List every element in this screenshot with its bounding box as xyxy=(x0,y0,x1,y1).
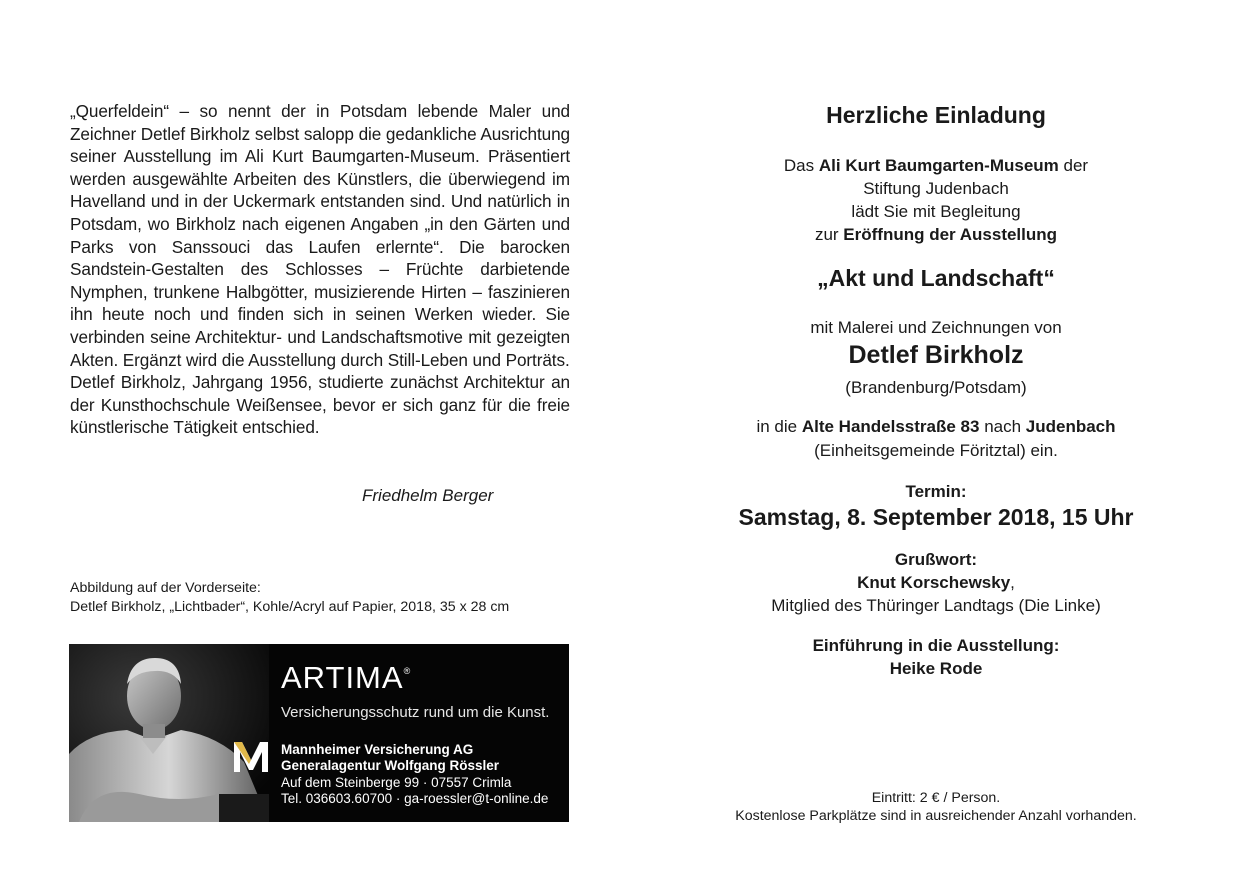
portrait-photo xyxy=(69,644,269,822)
agency-address: Auf dem Steinberge 99 · 07557 Crimla xyxy=(281,774,512,790)
opening-text: Eröffnung der Ausstellung xyxy=(843,225,1058,244)
brand-name: ARTIMA xyxy=(281,660,404,695)
venue-prefix: in die xyxy=(756,417,802,436)
essay-text xyxy=(70,100,570,439)
agency-contact-line: Tel. 036603.60700 · ga-roessler@t-online.de xyxy=(281,791,549,807)
intro-talk-name: Heike Rode xyxy=(889,659,983,678)
works-line: mit Malerei und Zeichnungen von xyxy=(810,318,1062,337)
venue-street: Alte Handelsstraße 83 xyxy=(801,417,980,436)
essay-author: Friedhelm Berger xyxy=(362,486,494,505)
venue-mid: nach xyxy=(979,417,1026,436)
opening-prefix: zur xyxy=(814,225,844,244)
caption-label: Abbildung auf der Vorderseite: xyxy=(70,580,261,596)
mannheimer-logo-icon xyxy=(232,740,270,774)
artist-name: Detlef Birkholz xyxy=(848,341,1024,369)
agency-contact xyxy=(281,742,548,808)
greeting-name: Knut Korschewsky xyxy=(857,573,1011,592)
company-name: Mannheimer Versicherung AG xyxy=(281,742,474,757)
invite-line: lädt Sie mit Begleitung xyxy=(851,202,1021,221)
venue-town: Judenbach xyxy=(1025,417,1116,436)
venue-line xyxy=(620,415,1252,438)
registered-mark: ® xyxy=(403,666,412,676)
parking-note: Kostenlose Parkplätze sind in ausreichender Anzahl vorhanden. xyxy=(735,808,1137,824)
cover-caption xyxy=(70,579,509,617)
ad-tagline: Versicherungsschutz rund um die Kunst. xyxy=(281,704,550,721)
greeting-role: Mitglied des Thüringer Landtags (Die Linke) xyxy=(771,596,1101,615)
host-line xyxy=(620,154,1252,177)
host-prefix: Das xyxy=(783,156,819,175)
essay-paragraph-2: Detlef Birkholz, Jahrgang 1956, studierte zunächst Architektur an der Kunsthochschule Weißensee, bevor er sich ganz für die freie künstlerische Tätigkeit entschied. xyxy=(70,372,570,438)
artima-logo xyxy=(281,660,411,696)
intro-talk-label: Einführung in die Ausstellung: xyxy=(812,636,1060,655)
essay-paragraph-1: „Querfeldein“ – so nennt der in Potsdam lebende Maler und Zeichner Detlef Birkholz selbst salopp die gedankliche Ausrichtung seiner Ausstellung im Ali Kurt Baumgarten-Museum. Präsentiert werden ausgewählte Arbeiten des Künstlers, die überwiegend im Havelland und in der Uckermark entstanden sind. Und natürlich in Potsdam, wo Birkholz nach eigenen Angaben „in den Gärten und Parks von Sanssouci das Laufen erlernte“. Die barocken Sandstein-Gestalten des Schlosses – Früchte darbietende Nymphen, trunkene Halbgötter, musizierende Hirten – faszinieren ihn heute noch und finden sich in seinen Werken wieder. Sie verbinden seine Architektur- und Landschaftsmotive mit gezeigten Akten. Ergänzt wird die Ausstellung durch Still-Leben und Porträts. xyxy=(70,101,570,370)
artist-origin: (Brandenburg/Potsdam) xyxy=(845,378,1027,397)
caption-artwork: Detlef Birkholz, „Lichtbader“, Kohle/Acryl auf Papier, 2018, 35 x 28 cm xyxy=(70,599,510,615)
agency-name: Generalagentur Wolfgang Rössler xyxy=(281,758,500,774)
greeting-name-line xyxy=(620,571,1252,594)
venue-detail: (Einheitsgemeinde Föritztal) ein. xyxy=(814,441,1058,460)
museum-name: Ali Kurt Baumgarten-Museum xyxy=(818,156,1059,175)
host-suffix: der xyxy=(1058,156,1089,175)
admission-fee: Eintritt: 2 € / Person. xyxy=(871,790,1001,806)
invitation-heading: Herzliche Einladung xyxy=(826,102,1046,128)
opening-line xyxy=(620,223,1252,246)
sponsor-advertisement xyxy=(69,644,569,822)
exhibition-title: „Akt und Landschaft“ xyxy=(817,265,1055,291)
greeting-comma: , xyxy=(1010,573,1015,592)
event-date: Samstag, 8. September 2018, 15 Uhr xyxy=(738,504,1134,530)
greeting-label: Grußwort: xyxy=(894,550,978,569)
date-label: Termin: xyxy=(905,482,967,501)
foundation-name: Stiftung Judenbach xyxy=(863,179,1009,198)
